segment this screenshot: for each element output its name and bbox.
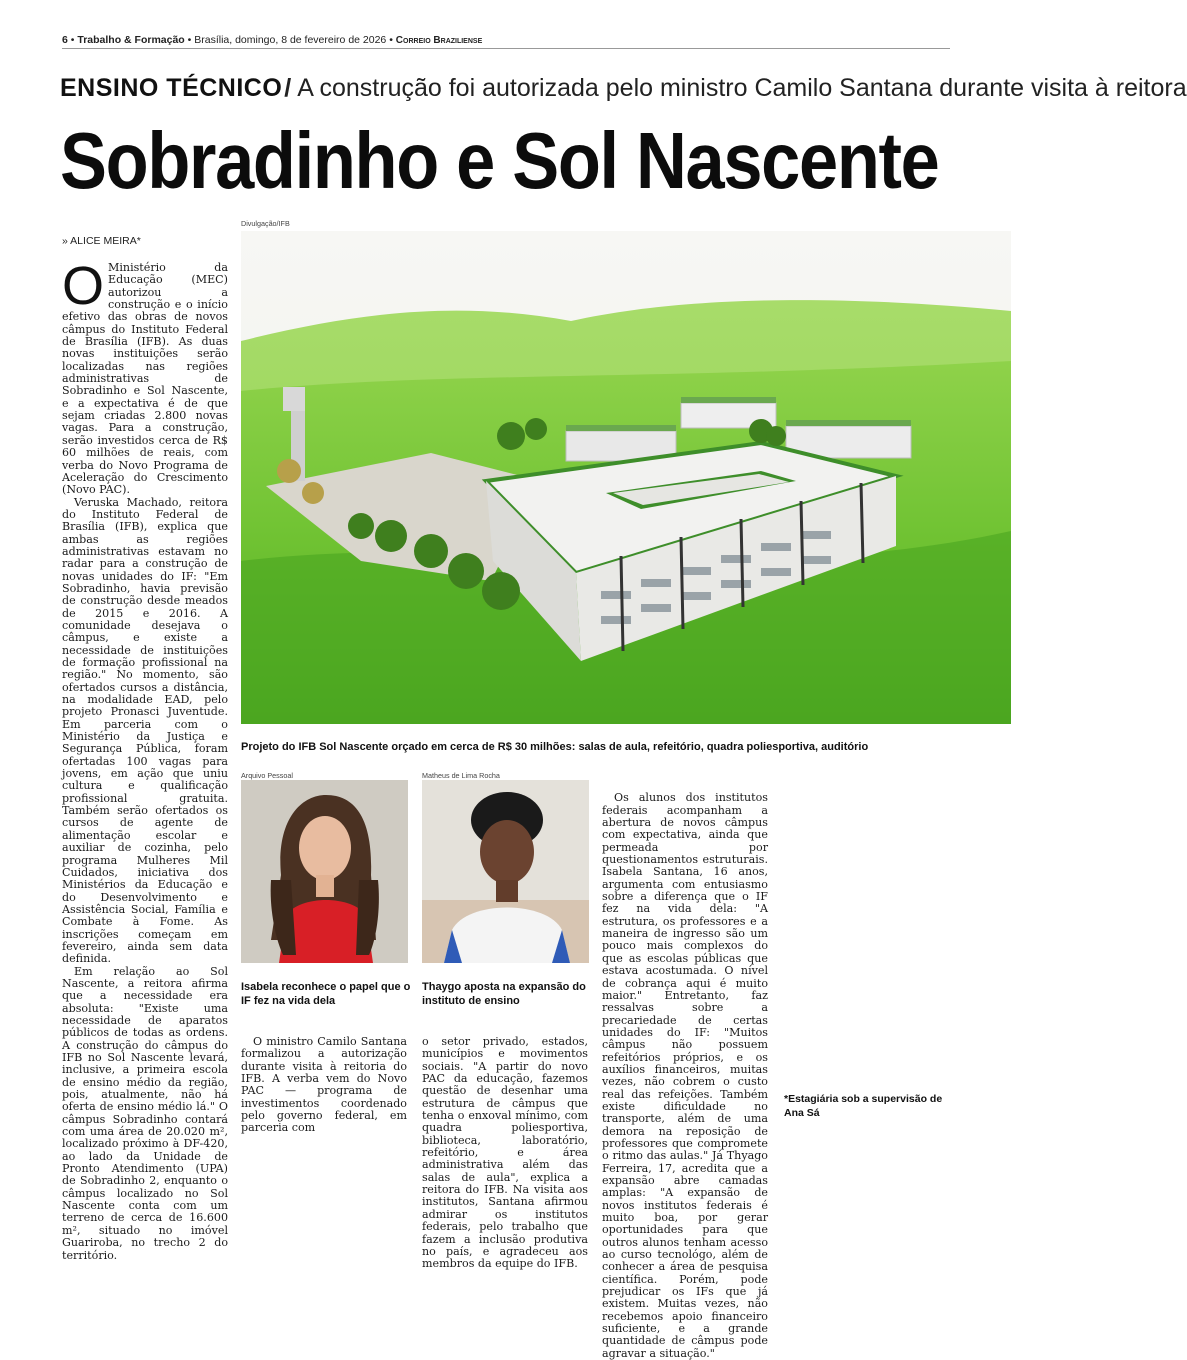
headline: Sobradinho e Sol Nascente bbox=[60, 116, 939, 205]
drop-cap: O bbox=[62, 256, 105, 316]
main-photo bbox=[241, 231, 1011, 724]
thaygo-photo bbox=[422, 780, 589, 963]
article-column-3 bbox=[422, 1035, 588, 1271]
thaygo-photo-caption: Thaygo aposta na expansão do instituto de ensino bbox=[422, 981, 586, 1007]
thaygo-photo-credit: Matheus de Lima Rocha bbox=[422, 771, 500, 780]
folio-line: 6 • Trabalho & Formação • Brasília, domingo, 8 de fevereiro de 2026 • Correio Braziliense bbox=[62, 33, 950, 49]
paragraph-4: O ministro Camilo Santana formalizou a autorização durante visita à reitoria do IFB. A verba vem do Novo PAC — programa de investimentos coordenado pelo governo federal, em parceria com bbox=[241, 1035, 407, 1135]
paragraph-3: Em relação ao Sol Nascente, a reitora afirma que a necessidade era absoluta: "Existe uma necessidade de aparatos públicos de todas as ordens. A construção do câmpus do IFB no Sol Nascente levará, inclusive, a primeira escola de ensino médio da região, pois, atualmente, não há oferta de ensino médio lá." O câmpus Sobradinho contará com uma área de 20.020 m², localizado próximo à DF-420, ao lado da Unidade de Pronto Atendimento (UPA) de Sobradinho 2, enquanto o câmpus localizado no Sol Nascente conta com um terreno de cerca de 16.600 m², situado no imóvel Guariroba, no trecho 2 do território. bbox=[62, 964, 228, 1262]
newspaper-name: Correio Braziliense bbox=[395, 35, 483, 46]
page-number: 6 bbox=[62, 34, 68, 46]
article-column-1 bbox=[62, 256, 228, 1262]
article-column-2 bbox=[241, 1035, 407, 1135]
paragraph-1: O Ministério da Educação (MEC) autorizou a construção e o início efetivo das obras de novos câmpus do Instituto Federal de Brasília (IFB). As duas novas instituições serão localizadas nas regiões administrativas de Sobradinho e Sol Nascente, e a expectativa é de que sejam criadas 2.800 novas vagas. Para a construção, serão investidos cerca de R$ 60 milhões de reais, com verba do Novo Programa de Aceleração do Crescimento (Novo PAC). bbox=[62, 256, 228, 497]
main-photo-credit: Divulgação/IFB bbox=[241, 219, 290, 228]
paragraph-2: Veruska Machado, reitora do Instituto Federal de Brasília (IFB), explica que ambas as regiões administrativas estavam no radar para a construção de novas unidades do IF: "Em Sobradinho, havia previsão de construção desde meados de 2015 e 2016. A comunidade desejava o câmpus, e existe a necessidade de instituições de formação profissional na região." No momento, são ofertados cursos a distância, na modalidade EAD, pelo projeto Pronasci Juventude. Em parceria com o Ministério da Justiça e Segurança Pública, foram ofertadas 100 vagas para jovens, em ação que uniu cultura e qualificação profissional gratuita. Também serão ofertados os cursos de agente de alimentação escolar e auxiliar de cozinha, pelo programa Mulheres Mil Cuidados, iniciativa dos Ministérios da Educação e do Desenvolvimento e Assistência Social, Família e Combate à Fome. As inscrições começam em fevereiro, ainda sem data definida. bbox=[62, 495, 228, 966]
footnote bbox=[784, 1092, 944, 1120]
isabela-photo bbox=[241, 780, 408, 963]
article-column-4 bbox=[602, 780, 768, 1360]
byline: » ALICE MEIRA* bbox=[62, 235, 141, 247]
kicker-text: A construção foi autorizada pelo ministro Camilo Santana durante visita à reitora bbox=[297, 74, 1187, 102]
paragraph-5: o setor privado, estados, municípios e movimentos sociais. "A partir do novo PAC da educação, fazemos questão de desenhar uma estrutura de câmpus que tenha o enxoval mínimo, com quadra poliesportiva, biblioteca, laboratório, refeitório, e área administrativa além das salas de aula", explica a reitora do IFB. Na visita aos institutos, Santana afirmou admirar os institutos federais, pelo trabalho que fazem a inclusão produtiva no país, e agradeceu aos membros da equipe do IFB. bbox=[422, 1035, 588, 1271]
isabela-photo-credit: Arquivo Pessoal bbox=[241, 771, 293, 780]
campus-render-image bbox=[241, 231, 1011, 724]
isabela-photo-caption: Isabela reconhece o papel que o IF fez na vida dela bbox=[241, 981, 411, 1007]
isabela-portrait-image bbox=[241, 780, 408, 963]
kicker-section: ENSINO TÉCNICO bbox=[60, 74, 283, 102]
footnote-star: * bbox=[784, 1093, 789, 1105]
paragraph-6: Os alunos dos institutos federais acompanham a abertura de novos câmpus com expectativa, ainda que permeada por questionamentos estruturais. Isabela Santana, 16 anos, argumenta com entusiasmo sobre a diferença que o IF fez na vida dela: "A estrutura, os professores e a maneira de ingresso são um pouco mais complexos do que as escolas públicas que estava acostumada. O nível de cobrança aqui é muito maior." Entretanto, faz ressalvas sobre a precariedade de certas unidades do IF: "Muitos câmpus não possuem refeitórios próprios, e os auxílios financeiros, muitas vezes, não cobrem o custo real das refeições. Também existe dificuldade no transporte, além de uma demora na reposição de professores que compromete o ritmo das aulas." Já Thyago Ferreira, 17, acredita que a expansão abre camadas amplas: "A expansão de novos institutos federais é muito boa, por gerar oportunidades para que outros alunos tenham acesso ao curso tecnológo, além de conhecer a área de pesquisa científica. Porém, pode prejudicar os IFs que já existem. Muitas vezes, não recebemos apoio financeiro suficiente, e a grande quantidade de câmpus pode agravar a situação." bbox=[602, 791, 768, 1360]
thaygo-portrait-image bbox=[422, 780, 589, 963]
footnote-text: Estagiária sob a supervisão de Ana Sá bbox=[784, 1093, 943, 1119]
kicker-slash: / bbox=[284, 74, 292, 102]
main-photo-caption: Projeto do IFB Sol Nascente orçado em cerca de R$ 30 milhões: salas de aula, refeitório, quadra poliesportiva, auditório bbox=[241, 741, 869, 753]
section-name: Trabalho & Formação bbox=[77, 34, 185, 46]
kicker bbox=[60, 73, 1187, 105]
dateline: Brasília, domingo, 8 de fevereiro de 2026 bbox=[194, 34, 387, 46]
